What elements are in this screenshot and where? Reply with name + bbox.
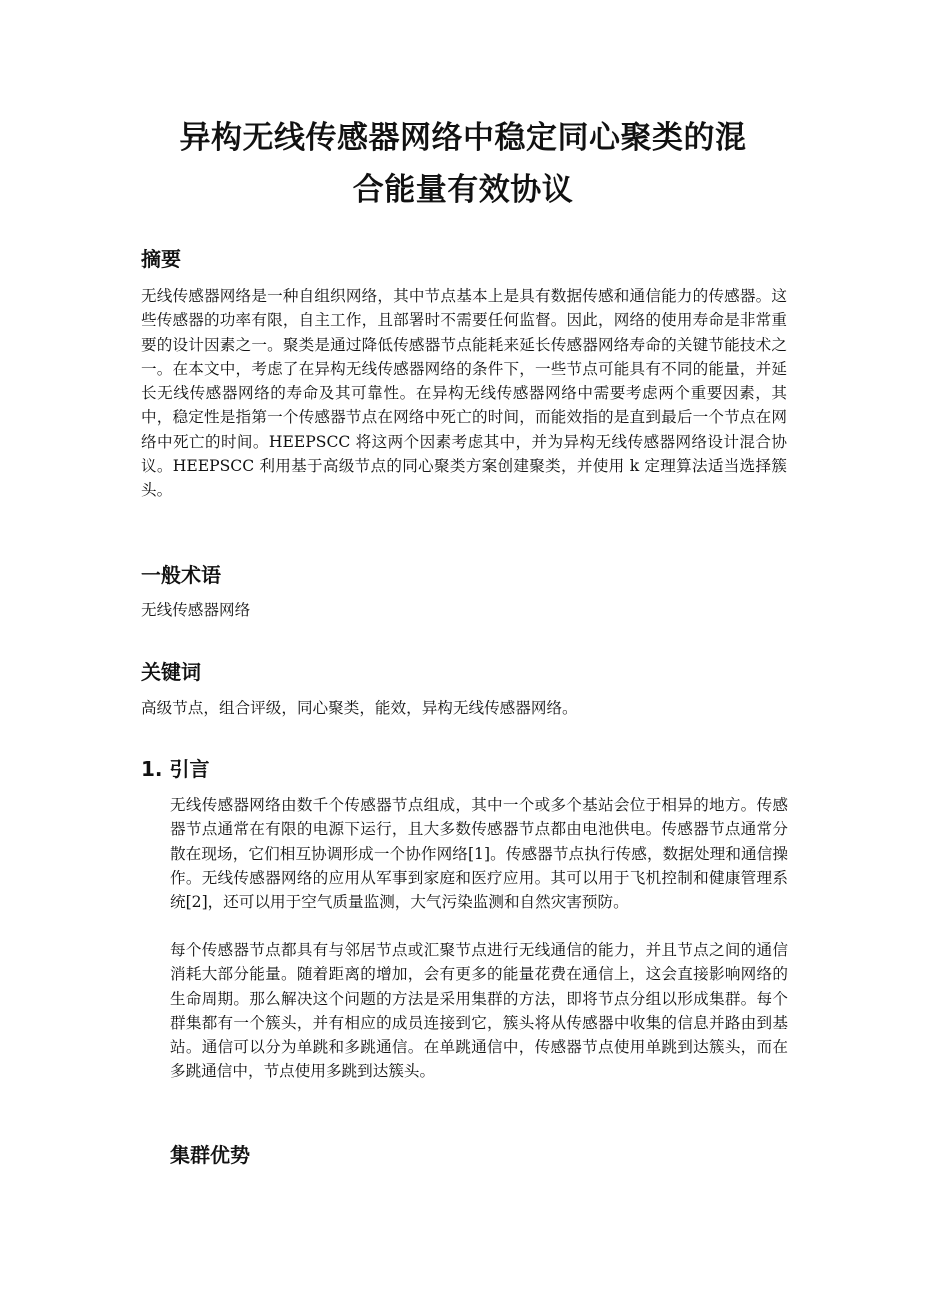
introduction-paragraph-1: 无线传感器网络由数千个传感器节点组成，其中一个或多个基站会位于相异的地方。传感器节点通常在有限的电源下运行，且大多数传感器节点都由电池供电。传感器节点通常分散在现场，它们相互协调形成一个协作网络[1]。传感器节点执行传感，数据处理和通信操作。无线传感器网络的应用从军事到家庭和医疗应用。其可以用于飞机控制和健康管理系统[2]，还可以用于空气质量监测，大气污染监测和自然灾害预防。: [170, 796, 788, 912]
title-line-2: 合能量有效协议: [352, 172, 574, 208]
paper-title: [140, 112, 786, 216]
abstract-heading: 摘要: [141, 247, 181, 271]
general-terms-heading: 一般术语: [141, 563, 221, 587]
clustering-advantages-heading: 集群优势: [170, 1143, 250, 1167]
introduction-heading: 1. 引言: [141, 757, 210, 781]
title-line-1: 异构无线传感器网络中稳定同心聚类的混: [179, 120, 747, 156]
abstract-text: 无线传感器网络是一种自组织网络，其中节点基本上是具有数据传感和通信能力的传感器。这些传感器的功率有限，自主工作，且部署时不需要任何监督。因此，网络的使用寿命是非常重要的设计因素之一。聚类是通过降低传感器节点能耗来延长传感器网络寿命的关键节能技术之一。在本文中，考虑了在异构无线传感器网络的条件下，一些节点可能具有不同的能量，并延长无线传感器网络的寿命及其可靠性。在异构无线传感器网络中需要考虑两个重要因素，其中，稳定性是指第一个传感器节点在网络中死亡的时间，而能效指的是直到最后一个节点在网络中死亡的时间。HEEPSCC 将这两个因素考虑其中，并为异构无线传感器网络设计混合协议。HEEPSCC 利用基于高级节点的同心聚类方案创建聚类，并使用 k 定理算法适当选择簇头。: [141, 287, 787, 500]
introduction-paragraph-2: 每个传感器节点都具有与邻居节点或汇聚节点进行无线通信的能力，并且节点之间的通信消耗大部分能量。随着距离的增加，会有更多的能量花费在通信上，这会直接影响网络的生命周期。那么解决这个问题的方法是采用集群的方法，即将节点分组以形成集群。每个群集都有一个簇头，并有相应的成员连接到它，簇头将从传感器中收集的信息并路由到基站。通信可以分为单跳和多跳通信。在单跳通信中，传感器节点使用单跳到达簇头，而在多跳通信中，节点使用多跳到达簇头。: [170, 941, 788, 1081]
keywords-text: 高级节点，组合评级，同心聚类，能效，异构无线传感器网络。: [141, 699, 578, 717]
general-terms-text: 无线传感器网络: [141, 601, 251, 619]
keywords-heading: 关键词: [141, 660, 201, 684]
